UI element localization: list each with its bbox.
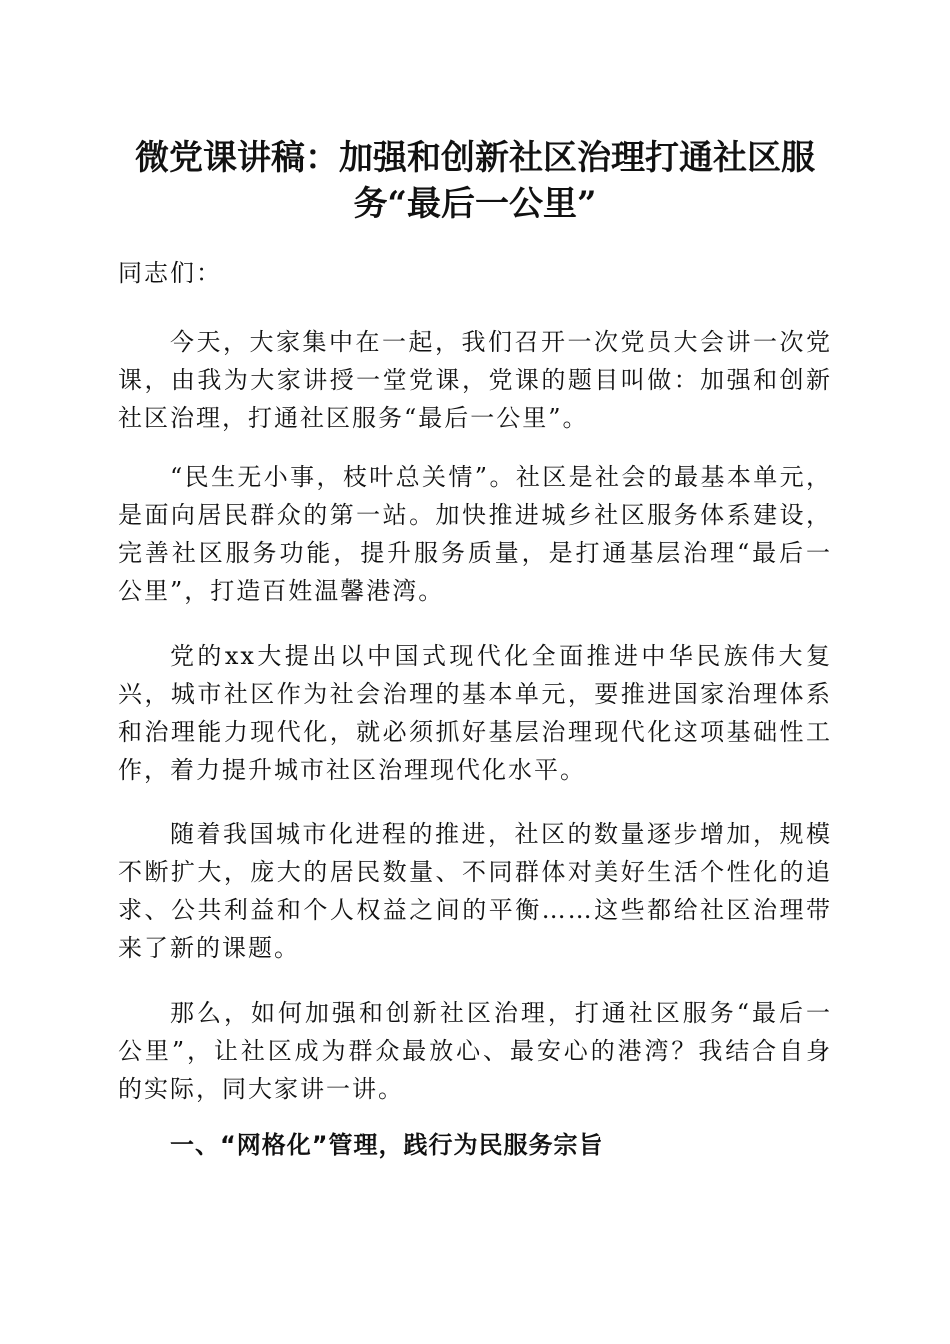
paragraph-opening: 今天，大家集中在一起，我们召开一次党员大会讲一次党课，由我为大家讲授一堂党课，党课的题目叫做：加强和创新社区治理，打通社区服务“最后一公里”。 [118,328,832,432]
paragraph-modernization: 党的xx大提出以中国式现代化全面推进中华民族伟大复兴，城市社区作为社会治理的基本单元，要推进国家治理体系和治理能力现代化，就必须抓好基层治理现代化这项基础性工作，着力提升城市社区治理现代化水平。 [118,642,832,784]
document-title: 微党课讲稿：加强和创新社区治理打通社区服务“最后一公里” [135,138,815,224]
salutation: 同志们： [118,259,222,287]
paragraph-question: 那么，如何加强和创新社区治理，打通社区服务“最后一公里”，让社区成为群众最放心、最安心的港湾？我结合自身的实际，同大家讲一讲。 [118,999,832,1103]
paragraph-urbanization: 随着我国城市化进程的推进，社区的数量逐步增加，规模不断扩大，庞大的居民数量、不同群体对美好生活个性化的追求、公共利益和个人权益之间的平衡……这些都给社区治理带来了新的课题。 [118,820,832,962]
paragraph-livelihood: “民生无小事，枝叶总关情”。社区是社会的最基本单元，是面向居民群众的第一站。加快推进城乡社区服务体系建设，完善社区服务功能，提升服务质量，是打通基层治理“最后一公里”，打造百姓温馨港湾。 [118,463,832,605]
section-heading-1: 一、“网格化”管理，践行为民服务宗旨 [170,1131,604,1159]
